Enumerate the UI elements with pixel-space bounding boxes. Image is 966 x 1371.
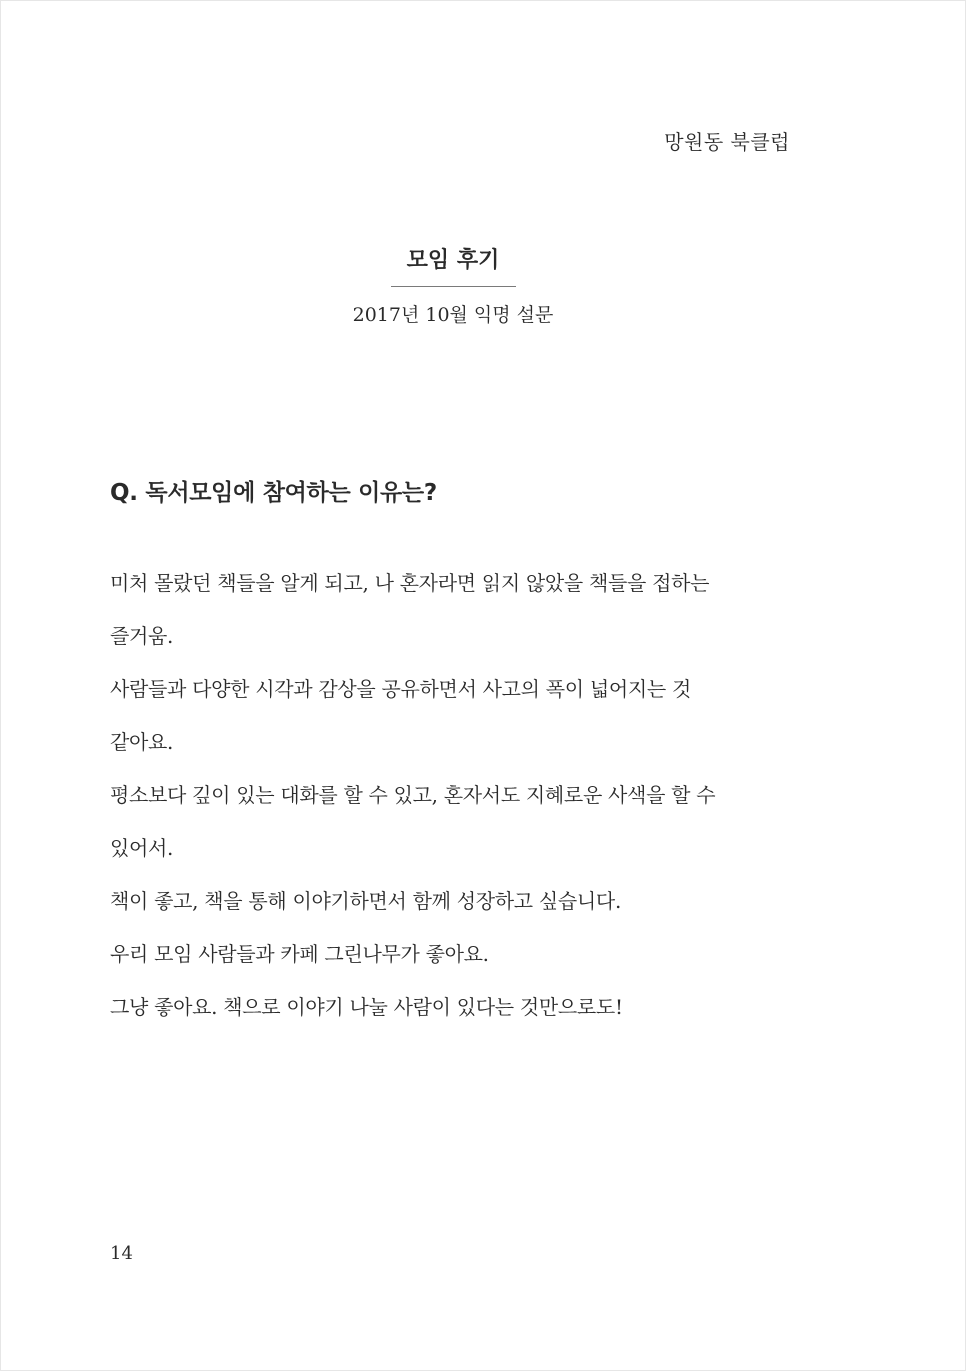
answer-item	[110, 663, 780, 769]
answer-list	[110, 557, 780, 1034]
section-subtitle: 2017년 10월 익명 설문	[352, 304, 554, 326]
title-divider	[391, 286, 516, 287]
answer-line: 평소보다 깊이 있는 대화를 할 수 있고, 혼자서도 지혜로운 사색을 할 수	[110, 783, 716, 807]
page-number: 14	[110, 1243, 133, 1264]
answer-item	[110, 928, 780, 981]
section-title: 모임 후기	[406, 247, 500, 273]
answer-item	[110, 557, 780, 663]
answer-line: 미처 몰랐던 책들을 알게 되고, 나 혼자라면 읽지 않았을 책들을 접하는	[110, 571, 710, 595]
answer-line: 즐거움.	[110, 624, 174, 648]
answer-line: 그냥 좋아요. 책으로 이야기 나눌 사람이 있다는 것만으로도!	[110, 995, 623, 1019]
running-header: 망원동 북클럽	[664, 130, 790, 154]
answer-line: 사람들과 다양한 시각과 감상을 공유하면서 사고의 폭이 넓어지는 것	[110, 677, 692, 701]
answer-line: 책이 좋고, 책을 통해 이야기하면서 함께 성장하고 싶습니다.	[110, 889, 621, 913]
question-heading: Q. 독서모임에 참여하는 이유는?	[110, 480, 437, 506]
answer-item	[110, 769, 780, 875]
answer-line: 같아요.	[110, 730, 174, 754]
title-block	[0, 240, 906, 335]
answer-item	[110, 875, 780, 928]
answer-line: 있어서.	[110, 836, 174, 860]
answer-item	[110, 981, 780, 1034]
answer-line: 우리 모임 사람들과 카페 그린나무가 좋아요.	[110, 942, 489, 966]
